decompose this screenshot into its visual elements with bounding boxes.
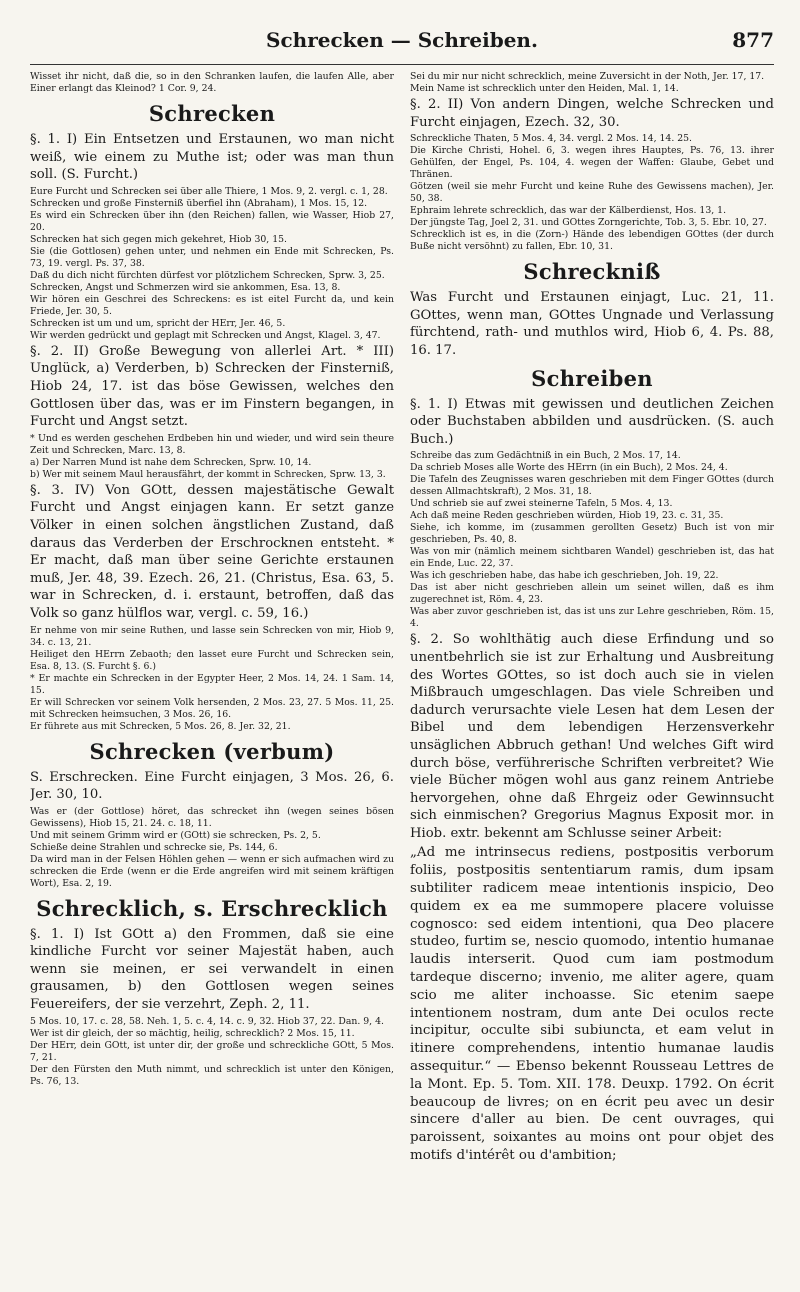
- citation: Ephraim lehrete schrecklich, das war der Kälberdienst, Hos. 13, 1.: [410, 205, 727, 217]
- citation: Schrecken hat sich gegen mich gekehret, Hiob 30, 15.: [30, 233, 287, 245]
- citation: * Er machte ein Schrecken in der Egypter Heer, 2 Mos. 14, 24. 1 Sam. 14, 15.: [30, 672, 394, 696]
- citation: Götzen (weil sie mehr Furcht und keine Ruhe des Gewissens machen), Jer. 50, 38.: [410, 181, 774, 205]
- citation: Was aber zuvor geschrieben ist, das ist uns zur Lehre geschrieben, Röm. 15, 4.: [410, 606, 774, 630]
- citation: Sie (die Gottlosen) gehen unter, und nehmen ein Ende mit Schrecken, Ps. 73, 19. vergl. Ps. 37, 38.: [30, 245, 394, 269]
- citation: b) Wer mit seinem Maul herausfährt, der kommt in Schrecken, Sprw. 13, 3.: [30, 468, 386, 480]
- citation: Der den Fürsten den Muth nimmt, und schrecklich ist unter den Königen, Ps. 76, 13.: [30, 1063, 394, 1087]
- left-column: [30, 71, 394, 1281]
- citation: Die Kirche Christi, Hohel. 6, 3. wegen ihres Hauptes, Ps. 76, 13. ihrer Gehülfen, der Engel, Ps. 104, 4. wegen der Waffen: Glaube, Gebet und Thränen.: [410, 145, 774, 181]
- citation: a) Der Narren Mund ist nahe dem Schrecken, Sprw. 10, 14.: [30, 456, 312, 468]
- section-paragraph: §. 2. II) Große Bewegung von allerlei Art. * III) Unglück, a) Verderben, b) Schrecken der Finsterniß, Hiob 24, 17. ist das böse Gewissen, welches den Gottlosen über das, was er im Finstern begangen, in Furcht und Angst setzt.: [30, 343, 394, 430]
- section-paragraph: §. 2. II) Von andern Dingen, welche Schrecken und Furcht einjagen, Ezech. 32, 30.: [410, 97, 774, 130]
- citation: Wisset ihr nicht, daß die, so in den Schranken laufen, die laufen Alle, aber Einer erlangt das Kleinod? 1 Cor. 9, 24.: [30, 71, 394, 94]
- citation: Schreckliche Thaten, 5 Mos. 4, 34. vergl. 2 Mos. 14, 14. 25.: [410, 133, 693, 145]
- citation: Was er (der Gottlose) höret, das schrecket ihn (wegen seines bösen Gewissens), Hiob 15, 21. 24. c. 18, 11.: [30, 805, 394, 829]
- section-paragraph: Was Furcht und Erstaunen einjagt, Luc. 21, 11. GOttes, wenn man, GOttes Ungnade und Verlassung fürchtend, rath- und muthlos wird, Hiob 6, 4. Ps. 88, 16. 17.: [410, 290, 774, 358]
- citation: Und schrieb sie auf zwei steinerne Tafeln, 5 Mos. 4, 13.: [410, 498, 673, 510]
- citation: Er führete aus mit Schrecken, 5 Mos. 26, 8. Jer. 32, 21.: [30, 720, 291, 732]
- citation: Wer ist dir gleich, der so mächtig, heilig, schrecklich? 2 Mos. 15, 11.: [30, 1027, 355, 1039]
- citation: Der jüngste Tag, Joel 2, 31. und GOttes Zorngerichte, Tob. 3, 5. Ebr. 10, 27.: [410, 217, 767, 229]
- entry-heading: Schrecken (verbum): [89, 738, 335, 764]
- citation: Schreibe das zum Gedächtniß in ein Buch, 2 Mos. 17, 14.: [410, 450, 681, 462]
- page-number: 877: [732, 28, 774, 52]
- citation: Siehe, ich komme, im (zusammen gerollten Gesetz) Buch ist von mir geschrieben, Ps. 40, 8.: [410, 522, 774, 546]
- running-title: Schrecken — Schreiben.: [266, 28, 538, 52]
- citation: Eure Furcht und Schrecken sei über alle Thiere, 1 Mos. 9, 2. vergl. c. 1, 28.: [30, 185, 388, 197]
- citation: Da schrieb Moses alle Worte des HErrn (in ein Buch), 2 Mos. 24, 4.: [410, 462, 728, 474]
- section-paragraph: S. Erschrecken. Eine Furcht einjagen, 3 Mos. 26, 6. Jer. 30, 10.: [30, 769, 394, 803]
- entry-heading: Schrecklich, s. Erschrecklich: [36, 895, 388, 921]
- citation: Heiliget den HErrn Zebaoth; den lasset eure Furcht und Schrecken sein, Esa. 8, 13. (S. Furcht §. 6.): [30, 648, 394, 672]
- citation: Da wird man in der Felsen Höhlen gehen — wenn er sich aufmachen wird zu schrecken die Erde (wenn er die Erde angreifen wird mit seinem kräftigen Wort), Esa. 2, 19.: [30, 853, 394, 889]
- right-column: [410, 71, 774, 1281]
- citation: Schrecken, Angst und Schmerzen wird sie ankommen, Esa. 13, 8.: [30, 281, 341, 293]
- citation: Das ist aber nicht geschrieben allein um seinet willen, daß es ihm zugerechnet ist, Röm. 4, 23.: [410, 582, 774, 606]
- citation: Was von mir (nämlich meinem sichtbaren Wandel) geschrieben ist, das hat ein Ende, Luc. 22, 37.: [410, 546, 774, 570]
- citation: Schrecken und große Finsterniß überfiel ihn (Abraham), 1 Mos. 15, 12.: [30, 197, 368, 209]
- citation: Was ich geschrieben habe, das habe ich geschrieben, Joh. 19, 22.: [410, 570, 719, 582]
- page-header: [30, 24, 774, 65]
- citation: Es wird ein Schrecken über ihn (den Reichen) fallen, wie Wasser, Hiob 27, 20.: [30, 209, 394, 233]
- citation: Er nehme von mir seine Ruthen, und lasse sein Schrecken von mir, Hiob 9, 34. c. 13, 21.: [30, 624, 394, 648]
- citation: Schieße deine Strahlen und schrecke sie, Ps. 144, 6.: [30, 841, 278, 853]
- section-paragraph: §. 1. I) Ist GOtt a) den Frommen, daß sie eine kindliche Furcht vor seiner Majestät haben, auch wenn sie meinen, er sei verwandelt in einen grausamen, b) den Gottlosen wegen seines Feuereifers, der sie verzehrt, Zeph. 2, 11.: [30, 926, 394, 1013]
- latin-quote: „Ad me intrinsecus rediens, postpositis verborum foliis, postpositis sententiarum ramis, dum ipsam subtiliter radicem meae intentionis inspicio, Deo quidem ex ea me summopere placere voluisse cognosco: sed eidem intentioni, qua Deo placere studeo, furtim se, nescio quomodo, intentio humanae laudis interserit. Quod cum iam postmodum tardeque discerno; invenio, me aliter agere, quam scio me aliter inchoasse. Sic etenim saepe intentionem nostram, dum ante Dei oculos recte incipitur, occulte sibi subiuncta, et eam velut in itinere comprehendens, intentio humanae laudis assequitur.“ — Ebenso bekennt Rousseau Lettres de la Mont. Ep. 5. Tom. XII. 178. Deuxp. 1792. On écrit beaucoup de livres; on en écrit peu avec un desir sincere d'aller au bien. De cent ouvrages, qui paroissent, soixantes au moins ont pour objet des motifs d'intérêt ou d'ambition;: [410, 845, 774, 1164]
- entry-heading: Schreiben: [531, 365, 653, 391]
- section-paragraph: §. 3. IV) Von GOtt, dessen majestätische Gewalt Furcht und Angst einjagen kann. Er setzt ganze Völker in einen solchen ängstlichen Zustand, daß daraus das Verderben der Erschrocknen entsteht. * Er macht, daß man über seine Gerichte erstaunen muß, Jer. 48, 39. Ezech. 26, 21. (Christus, Esa. 63, 5. war in Schrecken, d. i. erstaunt, betroffen, daß das Volk so ganz hülflos war, vergl. c. 59, 16.): [30, 482, 394, 621]
- citation: * Und es werden geschehen Erdbeben hin und wieder, und wird sein theure Zeit und Schrecken, Marc. 13, 8.: [30, 432, 394, 456]
- two-column-body: [30, 71, 774, 1281]
- citation: Sei du mir nur nicht schrecklich, meine Zuversicht in der Noth, Jer. 17, 17.: [410, 71, 765, 82]
- citation: Wir hören ein Geschrei des Schreckens: es ist eitel Furcht da, und kein Friede, Jer. 30, 5.: [30, 293, 394, 317]
- citation: Er will Schrecken vor seinem Volk hersenden, 2 Mos. 23, 27. 5 Mos. 11, 25. mit Schrecken heimsuchen, 3 Mos. 26, 16.: [30, 696, 394, 720]
- citation: Der HErr, dein GOtt, ist unter dir, der große und schreckliche GOtt, 5 Mos. 7, 21.: [30, 1039, 394, 1063]
- citation: Ach daß meine Reden geschrieben würden, Hiob 19, 23. c. 31, 35.: [410, 510, 724, 522]
- section-paragraph: §. 1. I) Etwas mit gewissen und deutlichen Zeichen oder Buchstaben abbilden und ausdrücken. (S. auch Buch.): [410, 396, 774, 447]
- citation: Mein Name ist schrecklich unter den Heiden, Mal. 1, 14.: [410, 83, 679, 94]
- section-paragraph: §. 2. So wohlthätig auch diese Erfindung und so unentbehrlich sie ist zur Erhaltung und Ausbreitung des Wortes GOttes, so ist doch auch sie in vielen Mißbrauch umgeschlagen. Das viele Schreiben und dadurch verursachte viele Lesen hat dem Lesen der Bibel und dem lebendigen Herzensverkehr unsäglichen Abbruch gethan! Und welches Gift wird durch böse, verführerische Schriften verbreitet? Wie viele Bücher mögen wohl aus ganz reinem Antriebe hervorgehen, ohne daß Ehrgeiz oder Gewinnsucht sich einmischen? Gregorius Magnus Exposit mor. in Hiob. extr. bekennt am Schlusse seiner Arbeit:: [410, 632, 774, 841]
- entry-heading: Schreckniß: [523, 259, 661, 285]
- entry-heading: Schrecken: [148, 101, 276, 126]
- citation: Die Tafeln des Zeugnisses waren geschrieben mit dem Finger GOttes (durch dessen Allmachtskraft), 2 Mos. 31, 18.: [410, 474, 774, 498]
- citation: Schrecklich ist es, in die (Zorn-) Hände des lebendigen GOttes (der durch Buße nicht versöhnt) zu fallen, Ebr. 10, 31.: [410, 229, 774, 253]
- citation: 5 Mos. 10, 17. c. 28, 58. Neh. 1, 5. c. 4, 14. c. 9, 32. Hiob 37, 22. Dan. 9, 4.: [30, 1015, 384, 1027]
- citation: Schrecken ist um und um, spricht der HErr, Jer. 46, 5.: [30, 317, 286, 329]
- citation: Und mit seinem Grimm wird er (GOtt) sie schrecken, Ps. 2, 5.: [30, 829, 321, 841]
- section-paragraph: §. 1. I) Ein Entsetzen und Erstaunen, wo man nicht weiß, wie einem zu Muthe ist; oder was man thun soll. (S. Furcht.): [30, 132, 394, 183]
- citation: Daß du dich nicht fürchten dürfest vor plötzlichem Schrecken, Sprw. 3, 25.: [30, 269, 385, 281]
- citation: Wir werden gedrückt und geplagt mit Schrecken und Angst, Klagel. 3, 47.: [30, 329, 381, 341]
